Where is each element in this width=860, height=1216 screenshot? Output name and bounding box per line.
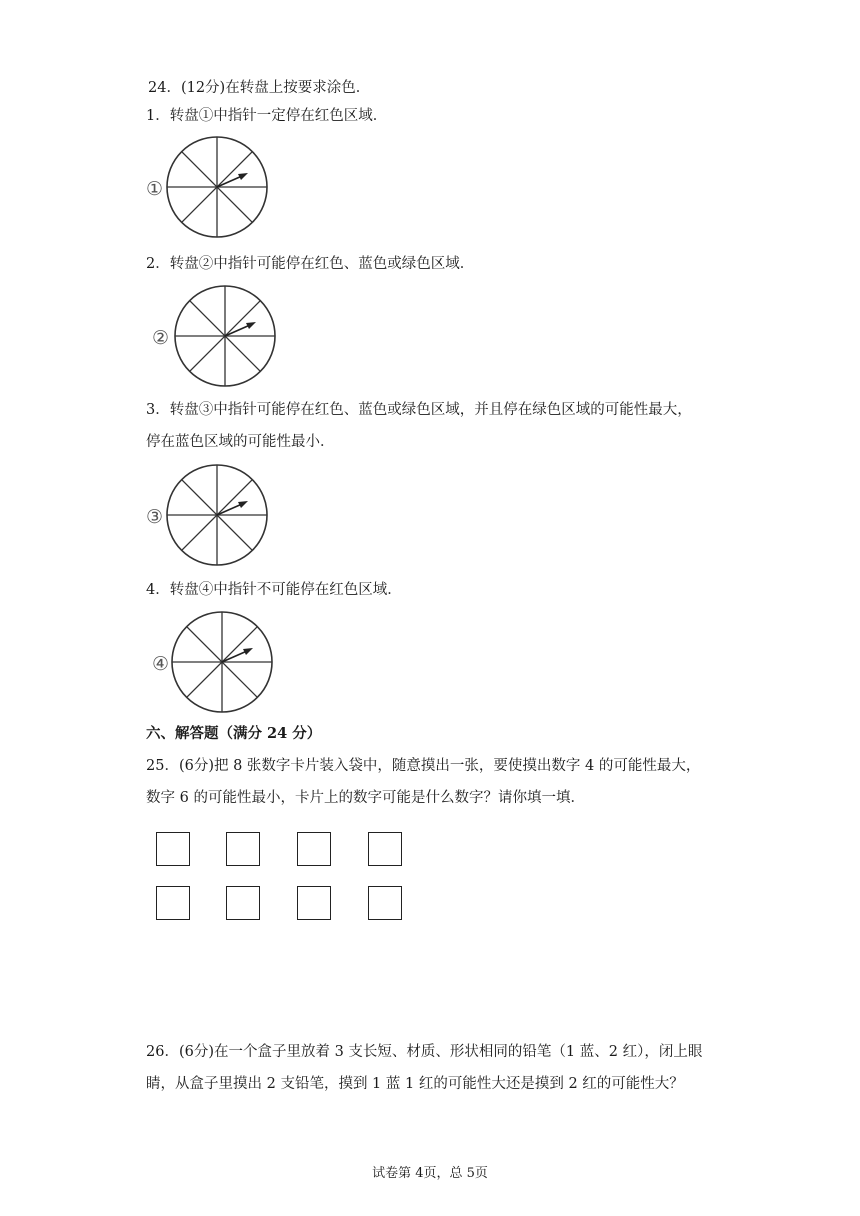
q25-text-line2: 数字 6 的可能性最小，卡片上的数字可能是什么数字？请你填一填． — [146, 790, 585, 806]
q24-item3-text-line1: 3．转盘③中指针可能停在红色、蓝色或绿色区域，并且停在绿色区域的可能性最大， — [146, 402, 692, 418]
page-footer: 试卷第 4页，总 5页 — [372, 1166, 488, 1181]
card-box-6[interactable] — [226, 886, 260, 920]
q24-item3-text-line2: 停在蓝色区域的可能性最小． — [146, 434, 335, 450]
card-box-1[interactable] — [156, 832, 190, 866]
q24-item2-text: 2．转盘②中指针可能停在红色、蓝色或绿色区域． — [146, 256, 475, 272]
section-6-heading: 六、解答题（满分 24 分） — [146, 725, 322, 742]
card-box-8[interactable] — [368, 886, 402, 920]
card-box-7[interactable] — [297, 886, 331, 920]
spinner-4[interactable] — [148, 610, 278, 724]
q25-text-line1: 25．(6分)把 8 张数字卡片装入袋中，随意摸出一张，要使摸出数字 4 的可能性最大， — [146, 758, 701, 774]
q24-item1-text: 1．转盘①中指针一定停在红色区域． — [146, 108, 388, 124]
spinner-1-label: ① — [146, 178, 164, 200]
card-box-3[interactable] — [297, 832, 331, 866]
q24-title: 24．(12分)在转盘上按要求涂色． — [148, 80, 371, 96]
q24-item4-text: 4．转盘④中指针不可能停在红色区域． — [146, 582, 402, 598]
card-box-2[interactable] — [226, 832, 260, 866]
spinner-4-label: ④ — [152, 653, 170, 675]
spinner-1[interactable] — [142, 135, 272, 249]
q26-text-line2: 睛，从盒子里摸出 2 支铅笔，摸到 1 蓝 1 红的可能性大还是摸到 2 红的可能性大？ — [146, 1076, 684, 1092]
spinner-2-label: ② — [152, 327, 170, 349]
spinner-2[interactable] — [148, 284, 278, 398]
card-box-4[interactable] — [368, 832, 402, 866]
spinner-3-label: ③ — [146, 506, 164, 528]
card-box-5[interactable] — [156, 886, 190, 920]
q26-text-line1: 26．(6分)在一个盒子里放着 3 支长短、材质、形状相同的铅笔（1 蓝、2 红），闭上眼 — [146, 1044, 703, 1060]
spinner-3[interactable] — [142, 463, 272, 577]
